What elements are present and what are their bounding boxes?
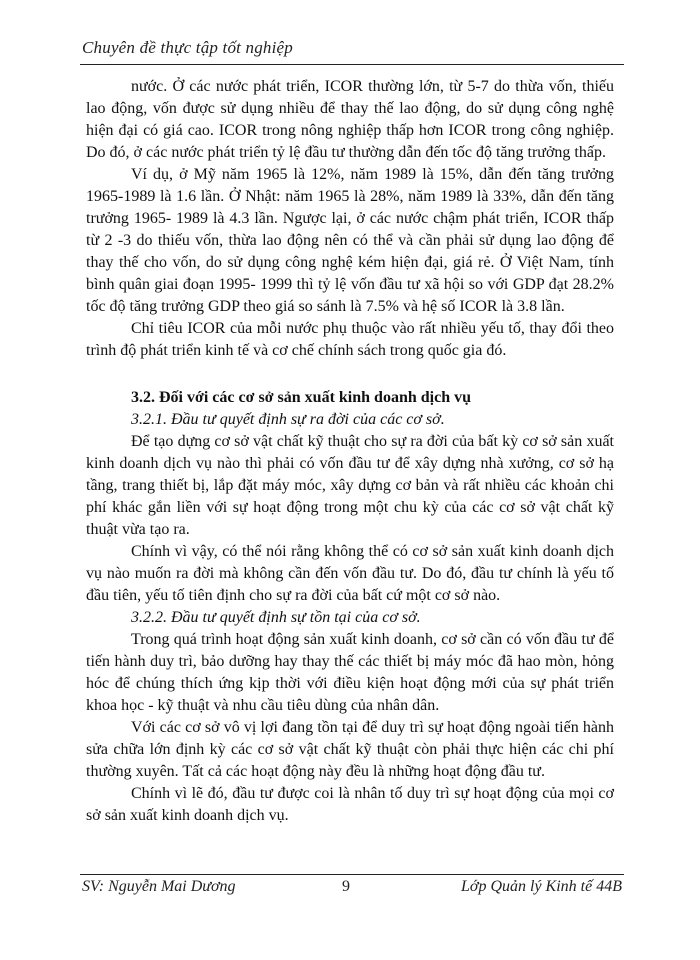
document-body bbox=[86, 76, 614, 827]
footer-author: SV: Nguyễn Mai Dương bbox=[82, 878, 236, 895]
paragraph-7: Với các cơ sở vô vị lợi đang tồn tại để duy trì sự hoạt động ngoài tiến hành sửa chữa lớn định kỳ các cơ sở vật chất kỹ thuật còn phải thực hiện các chi phí thường xuyên. Tất cả các hoạt động này đều là những hoạt động đầu tư. bbox=[86, 719, 614, 780]
page-footer bbox=[82, 878, 622, 900]
footer-page-number: 9 bbox=[342, 878, 350, 895]
section-heading-3-2: 3.2. Đối với các cơ sở sản xuất kinh doanh dịch vụ bbox=[131, 389, 471, 406]
paragraph-3: Chỉ tiêu ICOR của mỗi nước phụ thuộc vào rất nhiều yếu tố, thay đổi theo trình độ phát triển kinh tế và cơ chế chính sách trong quốc gia đó. bbox=[86, 320, 614, 359]
paragraph-2: Ví dụ, ở Mỹ năm 1965 là 12%, năm 1989 là 15%, dẫn đến tăng trưởng 1965-1989 là 1.6 lần. Ở Nhật: năm 1965 là 28%, năm 1989 là 33%, dẫn đến tăng trưởng 1965- 1989 là 4.3 lần. Ngược lại, ở các nước chậm phát triển, ICOR thấp từ 2 -3 do thiếu vốn, thừa lao động nên có thể và cần phải sử dụng lao động để thay thế cho vốn, do sử dụng công nghệ kém hiện đại, giá rẻ. Ở Việt Nam, tính bình quân giai đoạn 1995- 1999 thì tỷ lệ vốn đầu tư xã hội so với GDP đạt 28.2% tốc độ tăng trưởng GDP theo giá so sánh là 7.5% và hệ số ICOR là 3.8 lần. bbox=[86, 166, 614, 315]
paragraph-4: Để tạo dựng cơ sở vật chất kỹ thuật cho sự ra đời của bất kỳ cơ sở sản xuất kinh doanh dịch vụ nào thì phải có vốn đầu tư để xây dựng nhà xưởng, cơ sở hạ tầng, trang thiết bị, lắp đặt máy móc, xây dựng cơ bản và rất nhiều các khoản chi phí khác gắn liền với sự hoạt động trong một chu kỳ của các cơ sở vật chất kỹ thuật vừa tạo ra. bbox=[86, 433, 614, 538]
footer-divider bbox=[80, 874, 624, 875]
page-header-title: Chuyên đề thực tập tốt nghiệp bbox=[82, 38, 294, 57]
paragraph-6: Trong quá trình hoạt động sản xuất kinh doanh, cơ sở cần có vốn đầu tư để tiến hành duy trì, bảo dưỡng hay thay thế các thiết bị máy móc đã hao mòn, hỏng hóc để chúng thích ứng kịp thời với điều kiện hoạt động mới của sự phát triển khoa học - kỹ thuật và nhu cầu tiêu dùng của nhân dân. bbox=[86, 631, 614, 714]
subsection-heading-3-2-1: 3.2.1. Đầu tư quyết định sự ra đời của các cơ sở. bbox=[131, 411, 445, 428]
subsection-heading-3-2-2: 3.2.2. Đầu tư quyết định sự tồn tại của cơ sở. bbox=[131, 609, 421, 626]
paragraph-8: Chính vì lẽ đó, đầu tư được coi là nhân tố duy trì sự hoạt động của mọi cơ sở sản xuất kinh doanh dịch vụ. bbox=[86, 785, 614, 824]
paragraph-5: Chính vì vậy, có thể nói rằng không thể có cơ sở sản xuất kinh doanh dịch vụ nào muốn ra đời mà không cần đến vốn đầu tư. Do đó, đầu tư chính là yếu tố đầu tiên, yếu tố tiên định cho sự ra đời của bất cứ một cơ sở nào. bbox=[86, 543, 614, 604]
paragraph-1: nước. Ở các nước phát triển, ICOR thường lớn, từ 5-7 do thừa vốn, thiếu lao động, vốn được sử dụng nhiều để thay thế lao động, do sử dụng công nghệ hiện đại có giá cao. ICOR trong nông nghiệp thấp hơn ICOR trong công nghiệp. Do đó, ở các nước phát triển tỷ lệ đầu tư thường dẫn đến tốc độ tăng trưởng thấp. bbox=[86, 78, 614, 161]
footer-class: Lớp Quản lý Kinh tế 44B bbox=[461, 878, 622, 895]
header-divider bbox=[80, 64, 624, 65]
